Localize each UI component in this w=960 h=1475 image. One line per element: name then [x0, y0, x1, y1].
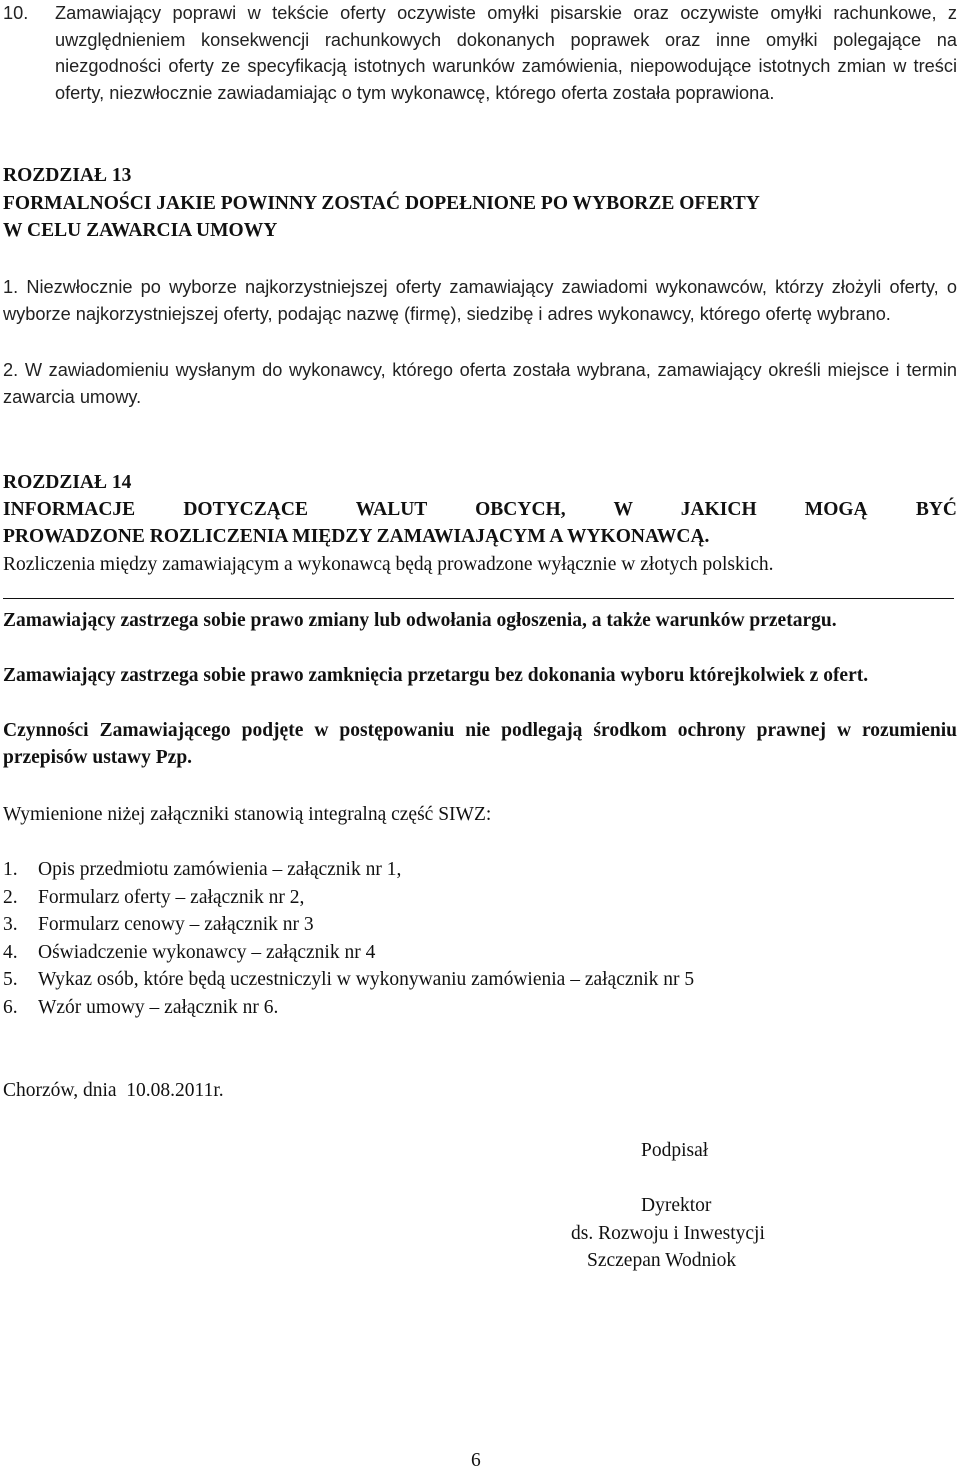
attachment-item	[3, 940, 957, 968]
chapter-13-item-1	[3, 274, 957, 327]
chapter-14-body: Rozliczenia między zamawiającym a wykonawcą będą prowadzone wyłącznie w złotych polskich.	[3, 554, 774, 575]
place-and-date: Chorzów, dnia 10.08.2011r.	[3, 1080, 224, 1101]
attachment-number: 6.	[3, 996, 18, 1018]
signature-department: ds. Rozwoju i Inwestycji	[571, 1223, 765, 1244]
attachment-number: 1.	[3, 859, 18, 880]
item-text: W zawiadomieniu wysłanym do wykonawcy, którego oferta została wybrana, zamawiający określi miejsce i termin zawarcia umowy.	[3, 360, 957, 407]
attachment-item	[3, 912, 957, 940]
attachment-text: Opis przedmiotu zamówienia – załącznik nr 1,	[38, 859, 402, 880]
attachment-number: 2.	[3, 886, 18, 908]
chapter-13-item-2	[3, 357, 957, 410]
chapter-14-title-line1: INFORMACJE DOTYCZĄCE WALUT OBCYCH, W JAKICH MOGĄ BYĆ	[3, 499, 957, 520]
attachment-text: Formularz cenowy – załącznik nr 3	[38, 914, 314, 935]
signature-role: Dyrektor	[641, 1195, 712, 1216]
item-number: 2.	[3, 360, 19, 380]
clause-text: Zamawiający poprawi w tekście oferty oczywiste omyłki pisarskie oraz oczywiste omyłki rachunkowe, z uwzględnieniem konsekwencji rachunkowych dokonanych poprawek oraz inne omyłki polegające na niezgodności oferty ze specyfikacją istotnych warunków zamówienia, niepowodujące istotnych zmian w treści oferty, niezwłocznie zawiadamiając o tym wykonawcę, którego oferta została poprawiona.	[55, 3, 957, 103]
attachments-list	[3, 857, 957, 1022]
attachments-intro: Wymienione niżej załączniki stanowią integralną część SIWZ:	[3, 804, 492, 825]
attachment-item	[3, 995, 957, 1023]
chapter-13-heading: ROZDZIAŁ 13	[3, 165, 132, 186]
attachment-number: 4.	[3, 941, 18, 963]
attachment-text: Oświadczenie wykonawcy – załącznik nr 4	[38, 941, 376, 963]
clause-10	[3, 0, 957, 106]
attachment-item	[3, 885, 957, 913]
attachment-text: Formularz oferty – załącznik nr 2,	[38, 886, 305, 908]
notice-1: Zamawiający zastrzega sobie prawo zmiany lub odwołania ogłoszenia, a także warunków przetargu.	[3, 610, 837, 631]
chapter-14-heading: ROZDZIAŁ 14	[3, 472, 132, 493]
notice-2: Zamawiający zastrzega sobie prawo zamknięcia przetargu bez dokonania wyboru którejkolwiek z ofert.	[3, 665, 869, 686]
chapter-13-title-line1: FORMALNOŚCI JAKIE POWINNY ZOSTAĆ DOPEŁNIONE PO WYBORZE OFERTY	[3, 193, 760, 214]
attachment-number: 3.	[3, 914, 18, 935]
attachment-item	[3, 967, 957, 995]
notice-3: Czynności Zamawiającego podjęte w postępowaniu nie podlegają środkom ochrony prawnej w rozumieniu przepisów ustawy Pzp.	[3, 720, 957, 768]
chapter-13-title-line2: W CELU ZAWARCIA UMOWY	[3, 220, 278, 241]
attachment-text: Wzór umowy – załącznik nr 6.	[38, 996, 279, 1018]
attachment-item	[3, 857, 957, 885]
signature-signed: Podpisał	[641, 1140, 709, 1161]
chapter-14-title-line2: PROWADZONE ROZLICZENIA MIĘDZY ZAMAWIAJĄCYM A WYKONAWCĄ.	[3, 526, 710, 547]
clause-number: 10.	[3, 3, 29, 23]
signature-name: Szczepan Wodniok	[587, 1250, 737, 1271]
item-number: 1.	[3, 277, 19, 297]
attachment-text: Wykaz osób, które będą uczestniczyli w wykonywaniu zamówienia – załącznik nr 5	[38, 969, 695, 990]
horizontal-rule	[3, 598, 954, 599]
item-text: Niezwłocznie po wyborze najkorzystniejszej oferty zamawiający zawiadomi wykonawców, którzy złożyli oferty, o wyborze najkorzystniejszej oferty, podając nazwę (firmę), siedzibę i adres wykonawcy, którego ofertę wybrano.	[3, 277, 957, 324]
page-number: 6	[471, 1450, 481, 1471]
attachment-number: 5.	[3, 969, 18, 990]
